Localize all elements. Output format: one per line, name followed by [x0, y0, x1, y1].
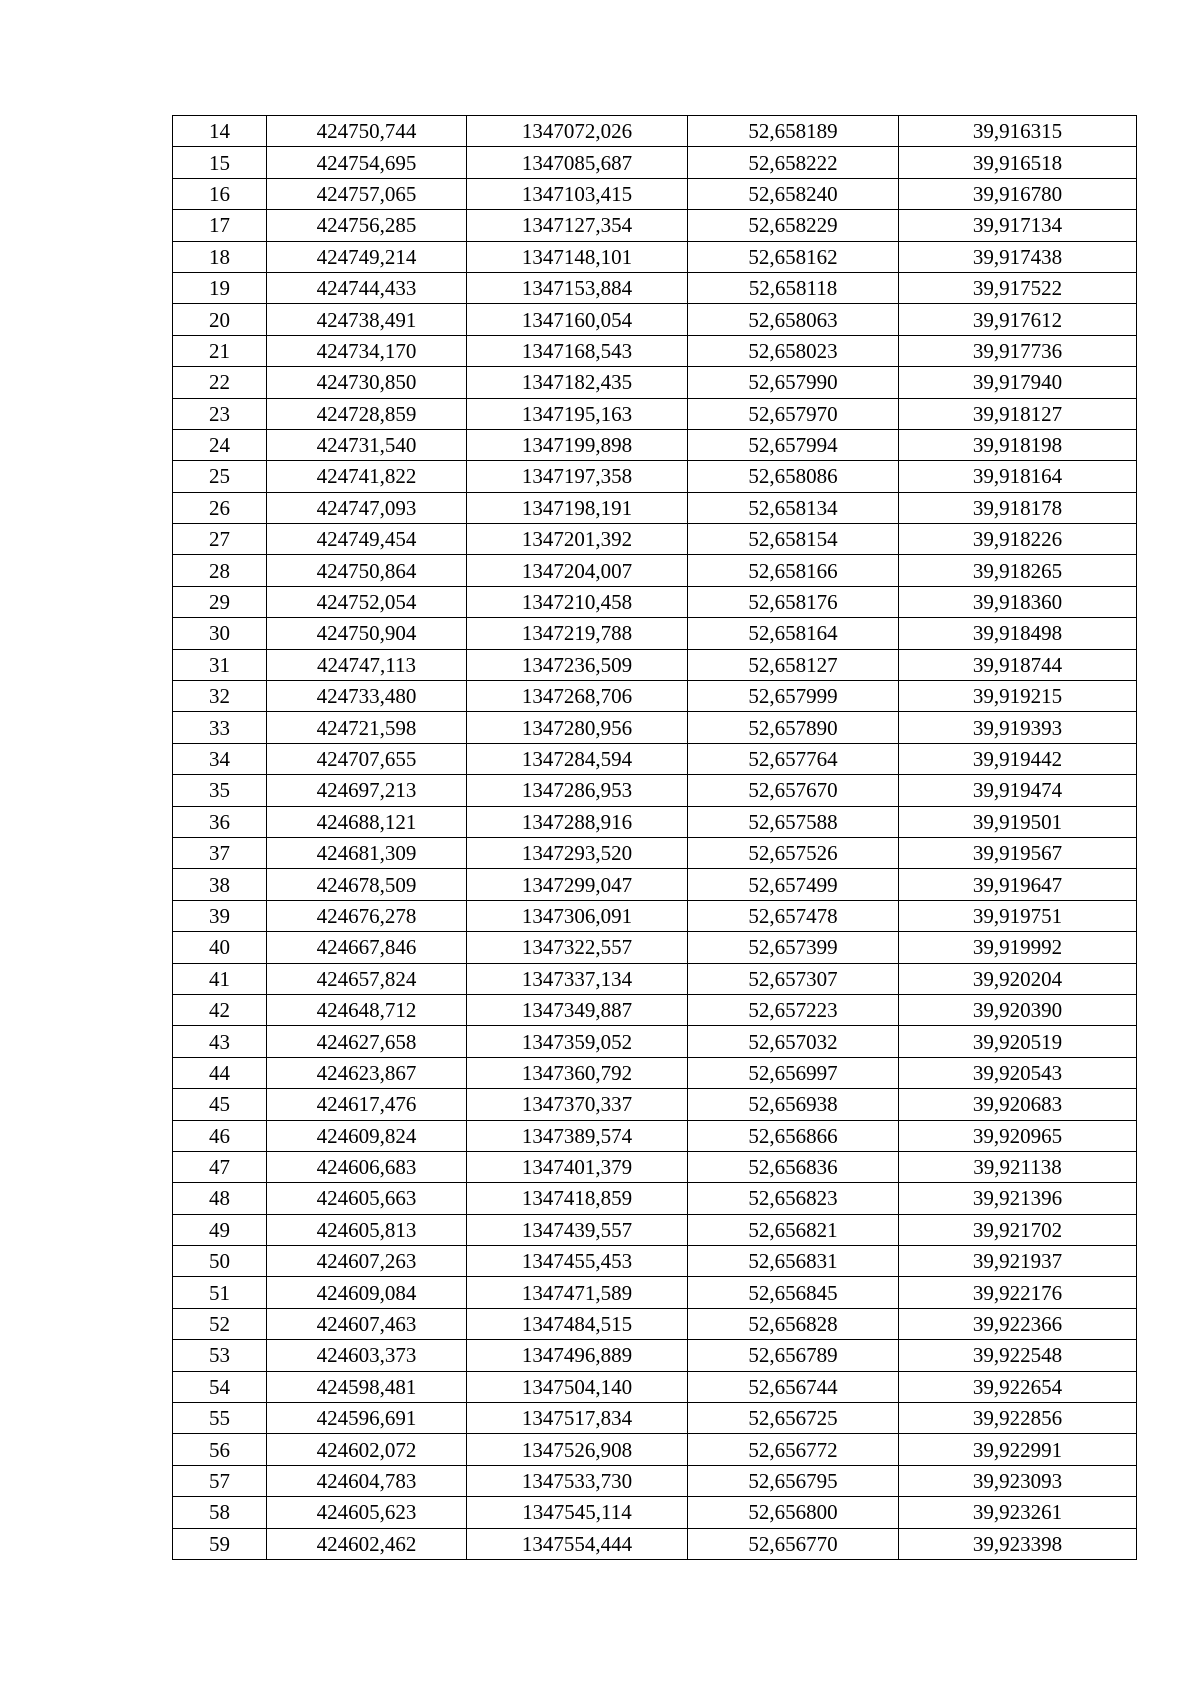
latitude-cell: 52,656823 [688, 1183, 899, 1214]
longitude-cell: 39,919751 [899, 900, 1137, 931]
table-row [173, 1465, 1137, 1496]
x-coordinate-cell: 424741,822 [267, 461, 467, 492]
point-number-cell: 20 [173, 304, 267, 335]
y-coordinate-cell: 1347127,354 [467, 210, 688, 241]
x-coordinate-cell: 424623,867 [267, 1057, 467, 1088]
latitude-cell: 52,658162 [688, 241, 899, 272]
latitude-cell: 52,658154 [688, 524, 899, 555]
point-number-cell: 33 [173, 712, 267, 743]
longitude-cell: 39,922366 [899, 1308, 1137, 1339]
table-row [173, 116, 1137, 147]
longitude-cell: 39,916518 [899, 147, 1137, 178]
point-number-cell: 30 [173, 618, 267, 649]
point-number-cell: 15 [173, 147, 267, 178]
x-coordinate-cell: 424609,084 [267, 1277, 467, 1308]
x-coordinate-cell: 424602,462 [267, 1528, 467, 1559]
longitude-cell: 39,918265 [899, 555, 1137, 586]
y-coordinate-cell: 1347370,337 [467, 1089, 688, 1120]
y-coordinate-cell: 1347280,956 [467, 712, 688, 743]
latitude-cell: 52,656800 [688, 1497, 899, 1528]
y-coordinate-cell: 1347517,834 [467, 1403, 688, 1434]
table-row [173, 586, 1137, 617]
point-number-cell: 23 [173, 398, 267, 429]
table-row [173, 1371, 1137, 1402]
x-coordinate-cell: 424648,712 [267, 994, 467, 1025]
longitude-cell: 39,919215 [899, 681, 1137, 712]
x-coordinate-cell: 424676,278 [267, 900, 467, 931]
point-number-cell: 47 [173, 1151, 267, 1182]
y-coordinate-cell: 1347210,458 [467, 586, 688, 617]
longitude-cell: 39,922856 [899, 1403, 1137, 1434]
x-coordinate-cell: 424747,093 [267, 492, 467, 523]
table-row [173, 963, 1137, 994]
latitude-cell: 52,656725 [688, 1403, 899, 1434]
latitude-cell: 52,658164 [688, 618, 899, 649]
table-row [173, 1089, 1137, 1120]
table-row [173, 1340, 1137, 1371]
latitude-cell: 52,657970 [688, 398, 899, 429]
latitude-cell: 52,656938 [688, 1089, 899, 1120]
point-number-cell: 56 [173, 1434, 267, 1465]
longitude-cell: 39,917612 [899, 304, 1137, 335]
longitude-cell: 39,917438 [899, 241, 1137, 272]
latitude-cell: 52,658118 [688, 272, 899, 303]
point-number-cell: 46 [173, 1120, 267, 1151]
latitude-cell: 52,656772 [688, 1434, 899, 1465]
y-coordinate-cell: 1347160,054 [467, 304, 688, 335]
longitude-cell: 39,918164 [899, 461, 1137, 492]
longitude-cell: 39,920390 [899, 994, 1137, 1025]
x-coordinate-cell: 424750,744 [267, 116, 467, 147]
table-row [173, 1214, 1137, 1245]
x-coordinate-cell: 424750,864 [267, 555, 467, 586]
longitude-cell: 39,922991 [899, 1434, 1137, 1465]
table-row [173, 429, 1137, 460]
longitude-cell: 39,921396 [899, 1183, 1137, 1214]
point-number-cell: 53 [173, 1340, 267, 1371]
x-coordinate-cell: 424721,598 [267, 712, 467, 743]
x-coordinate-cell: 424757,065 [267, 178, 467, 209]
x-coordinate-cell: 424667,846 [267, 932, 467, 963]
y-coordinate-cell: 1347455,453 [467, 1246, 688, 1277]
table-row [173, 398, 1137, 429]
point-number-cell: 24 [173, 429, 267, 460]
table-row [173, 775, 1137, 806]
table-row [173, 1057, 1137, 1088]
longitude-cell: 39,918178 [899, 492, 1137, 523]
latitude-cell: 52,656866 [688, 1120, 899, 1151]
x-coordinate-cell: 424606,683 [267, 1151, 467, 1182]
point-number-cell: 32 [173, 681, 267, 712]
x-coordinate-cell: 424607,463 [267, 1308, 467, 1339]
point-number-cell: 50 [173, 1246, 267, 1277]
longitude-cell: 39,918744 [899, 649, 1137, 680]
table-row [173, 1277, 1137, 1308]
point-number-cell: 21 [173, 335, 267, 366]
table-row [173, 367, 1137, 398]
point-number-cell: 22 [173, 367, 267, 398]
longitude-cell: 39,923261 [899, 1497, 1137, 1528]
y-coordinate-cell: 1347401,379 [467, 1151, 688, 1182]
table-row [173, 1434, 1137, 1465]
y-coordinate-cell: 1347201,392 [467, 524, 688, 555]
point-number-cell: 43 [173, 1026, 267, 1057]
y-coordinate-cell: 1347389,574 [467, 1120, 688, 1151]
x-coordinate-cell: 424604,783 [267, 1465, 467, 1496]
y-coordinate-cell: 1347103,415 [467, 178, 688, 209]
longitude-cell: 39,916315 [899, 116, 1137, 147]
longitude-cell: 39,917736 [899, 335, 1137, 366]
table-row [173, 178, 1137, 209]
table-row [173, 932, 1137, 963]
table-row [173, 461, 1137, 492]
point-number-cell: 44 [173, 1057, 267, 1088]
latitude-cell: 52,658063 [688, 304, 899, 335]
longitude-cell: 39,920204 [899, 963, 1137, 994]
point-number-cell: 18 [173, 241, 267, 272]
y-coordinate-cell: 1347153,884 [467, 272, 688, 303]
y-coordinate-cell: 1347288,916 [467, 806, 688, 837]
y-coordinate-cell: 1347182,435 [467, 367, 688, 398]
table-row [173, 335, 1137, 366]
latitude-cell: 52,658222 [688, 147, 899, 178]
y-coordinate-cell: 1347349,887 [467, 994, 688, 1025]
table-row [173, 1120, 1137, 1151]
longitude-cell: 39,918498 [899, 618, 1137, 649]
point-number-cell: 16 [173, 178, 267, 209]
point-number-cell: 19 [173, 272, 267, 303]
x-coordinate-cell: 424752,054 [267, 586, 467, 617]
table-row [173, 1528, 1137, 1559]
latitude-cell: 52,658086 [688, 461, 899, 492]
y-coordinate-cell: 1347526,908 [467, 1434, 688, 1465]
longitude-cell: 39,919501 [899, 806, 1137, 837]
longitude-cell: 39,918226 [899, 524, 1137, 555]
point-number-cell: 59 [173, 1528, 267, 1559]
y-coordinate-cell: 1347504,140 [467, 1371, 688, 1402]
latitude-cell: 52,658229 [688, 210, 899, 241]
latitude-cell: 52,657588 [688, 806, 899, 837]
y-coordinate-cell: 1347545,114 [467, 1497, 688, 1528]
latitude-cell: 52,657032 [688, 1026, 899, 1057]
latitude-cell: 52,658240 [688, 178, 899, 209]
point-number-cell: 45 [173, 1089, 267, 1120]
longitude-cell: 39,917522 [899, 272, 1137, 303]
table-row [173, 900, 1137, 931]
x-coordinate-cell: 424678,509 [267, 869, 467, 900]
table-row [173, 304, 1137, 335]
point-number-cell: 52 [173, 1308, 267, 1339]
y-coordinate-cell: 1347168,543 [467, 335, 688, 366]
latitude-cell: 52,657478 [688, 900, 899, 931]
table-row [173, 1151, 1137, 1182]
point-number-cell: 48 [173, 1183, 267, 1214]
longitude-cell: 39,921937 [899, 1246, 1137, 1277]
table-row [173, 524, 1137, 555]
x-coordinate-cell: 424598,481 [267, 1371, 467, 1402]
point-number-cell: 17 [173, 210, 267, 241]
longitude-cell: 39,920683 [899, 1089, 1137, 1120]
x-coordinate-cell: 424754,695 [267, 147, 467, 178]
y-coordinate-cell: 1347198,191 [467, 492, 688, 523]
table-row [173, 1403, 1137, 1434]
x-coordinate-cell: 424605,663 [267, 1183, 467, 1214]
latitude-cell: 52,656997 [688, 1057, 899, 1088]
table-row [173, 210, 1137, 241]
x-coordinate-cell: 424607,263 [267, 1246, 467, 1277]
y-coordinate-cell: 1347533,730 [467, 1465, 688, 1496]
latitude-cell: 52,656744 [688, 1371, 899, 1402]
latitude-cell: 52,657990 [688, 367, 899, 398]
point-number-cell: 38 [173, 869, 267, 900]
x-coordinate-cell: 424627,658 [267, 1026, 467, 1057]
point-number-cell: 36 [173, 806, 267, 837]
latitude-cell: 52,656836 [688, 1151, 899, 1182]
table-row [173, 241, 1137, 272]
x-coordinate-cell: 424688,121 [267, 806, 467, 837]
x-coordinate-cell: 424756,285 [267, 210, 467, 241]
table-row [173, 492, 1137, 523]
longitude-cell: 39,916780 [899, 178, 1137, 209]
point-number-cell: 41 [173, 963, 267, 994]
longitude-cell: 39,918198 [899, 429, 1137, 460]
x-coordinate-cell: 424697,213 [267, 775, 467, 806]
y-coordinate-cell: 1347195,163 [467, 398, 688, 429]
table-row [173, 712, 1137, 743]
y-coordinate-cell: 1347085,687 [467, 147, 688, 178]
point-number-cell: 29 [173, 586, 267, 617]
latitude-cell: 52,657999 [688, 681, 899, 712]
y-coordinate-cell: 1347293,520 [467, 837, 688, 868]
y-coordinate-cell: 1347554,444 [467, 1528, 688, 1559]
latitude-cell: 52,657499 [688, 869, 899, 900]
y-coordinate-cell: 1347337,134 [467, 963, 688, 994]
y-coordinate-cell: 1347471,589 [467, 1277, 688, 1308]
latitude-cell: 52,656828 [688, 1308, 899, 1339]
latitude-cell: 52,658023 [688, 335, 899, 366]
latitude-cell: 52,657994 [688, 429, 899, 460]
table-row [173, 1246, 1137, 1277]
point-number-cell: 55 [173, 1403, 267, 1434]
longitude-cell: 39,918360 [899, 586, 1137, 617]
x-coordinate-cell: 424747,113 [267, 649, 467, 680]
latitude-cell: 52,656789 [688, 1340, 899, 1371]
latitude-cell: 52,656845 [688, 1277, 899, 1308]
y-coordinate-cell: 1347299,047 [467, 869, 688, 900]
longitude-cell: 39,918127 [899, 398, 1137, 429]
longitude-cell: 39,920965 [899, 1120, 1137, 1151]
point-number-cell: 42 [173, 994, 267, 1025]
longitude-cell: 39,919647 [899, 869, 1137, 900]
table-row [173, 618, 1137, 649]
coordinates-table [172, 115, 1137, 1560]
point-number-cell: 40 [173, 932, 267, 963]
latitude-cell: 52,658127 [688, 649, 899, 680]
point-number-cell: 49 [173, 1214, 267, 1245]
longitude-cell: 39,923093 [899, 1465, 1137, 1496]
table-row [173, 743, 1137, 774]
x-coordinate-cell: 424596,691 [267, 1403, 467, 1434]
latitude-cell: 52,656821 [688, 1214, 899, 1245]
y-coordinate-cell: 1347197,358 [467, 461, 688, 492]
longitude-cell: 39,919393 [899, 712, 1137, 743]
x-coordinate-cell: 424749,454 [267, 524, 467, 555]
table-row [173, 869, 1137, 900]
latitude-cell: 52,657307 [688, 963, 899, 994]
table-row [173, 1308, 1137, 1339]
x-coordinate-cell: 424657,824 [267, 963, 467, 994]
point-number-cell: 31 [173, 649, 267, 680]
table-row [173, 1497, 1137, 1528]
y-coordinate-cell: 1347236,509 [467, 649, 688, 680]
x-coordinate-cell: 424681,309 [267, 837, 467, 868]
latitude-cell: 52,656770 [688, 1528, 899, 1559]
longitude-cell: 39,923398 [899, 1528, 1137, 1559]
y-coordinate-cell: 1347284,594 [467, 743, 688, 774]
x-coordinate-cell: 424602,072 [267, 1434, 467, 1465]
latitude-cell: 52,658134 [688, 492, 899, 523]
latitude-cell: 52,657399 [688, 932, 899, 963]
x-coordinate-cell: 424733,480 [267, 681, 467, 712]
latitude-cell: 52,658176 [688, 586, 899, 617]
latitude-cell: 52,656831 [688, 1246, 899, 1277]
longitude-cell: 39,919992 [899, 932, 1137, 963]
table-row [173, 1026, 1137, 1057]
longitude-cell: 39,917940 [899, 367, 1137, 398]
longitude-cell: 39,922654 [899, 1371, 1137, 1402]
longitude-cell: 39,919567 [899, 837, 1137, 868]
x-coordinate-cell: 424617,476 [267, 1089, 467, 1120]
longitude-cell: 39,921138 [899, 1151, 1137, 1182]
point-number-cell: 27 [173, 524, 267, 555]
longitude-cell: 39,922548 [899, 1340, 1137, 1371]
y-coordinate-cell: 1347199,898 [467, 429, 688, 460]
point-number-cell: 54 [173, 1371, 267, 1402]
table-row [173, 147, 1137, 178]
point-number-cell: 34 [173, 743, 267, 774]
point-number-cell: 57 [173, 1465, 267, 1496]
y-coordinate-cell: 1347204,007 [467, 555, 688, 586]
coordinates-table-body [173, 116, 1137, 1560]
x-coordinate-cell: 424744,433 [267, 272, 467, 303]
longitude-cell: 39,919442 [899, 743, 1137, 774]
x-coordinate-cell: 424738,491 [267, 304, 467, 335]
latitude-cell: 52,657526 [688, 837, 899, 868]
y-coordinate-cell: 1347484,515 [467, 1308, 688, 1339]
x-coordinate-cell: 424605,813 [267, 1214, 467, 1245]
x-coordinate-cell: 424749,214 [267, 241, 467, 272]
x-coordinate-cell: 424603,373 [267, 1340, 467, 1371]
point-number-cell: 26 [173, 492, 267, 523]
longitude-cell: 39,920543 [899, 1057, 1137, 1088]
y-coordinate-cell: 1347359,052 [467, 1026, 688, 1057]
x-coordinate-cell: 424609,824 [267, 1120, 467, 1151]
y-coordinate-cell: 1347496,889 [467, 1340, 688, 1371]
x-coordinate-cell: 424707,655 [267, 743, 467, 774]
latitude-cell: 52,658166 [688, 555, 899, 586]
table-row [173, 994, 1137, 1025]
y-coordinate-cell: 1347360,792 [467, 1057, 688, 1088]
x-coordinate-cell: 424728,859 [267, 398, 467, 429]
point-number-cell: 51 [173, 1277, 267, 1308]
table-row [173, 681, 1137, 712]
point-number-cell: 58 [173, 1497, 267, 1528]
point-number-cell: 37 [173, 837, 267, 868]
table-row [173, 649, 1137, 680]
point-number-cell: 28 [173, 555, 267, 586]
y-coordinate-cell: 1347286,953 [467, 775, 688, 806]
x-coordinate-cell: 424730,850 [267, 367, 467, 398]
latitude-cell: 52,657764 [688, 743, 899, 774]
y-coordinate-cell: 1347306,091 [467, 900, 688, 931]
table-row [173, 272, 1137, 303]
longitude-cell: 39,922176 [899, 1277, 1137, 1308]
longitude-cell: 39,917134 [899, 210, 1137, 241]
table-row [173, 806, 1137, 837]
y-coordinate-cell: 1347219,788 [467, 618, 688, 649]
document-page [172, 115, 1137, 1560]
latitude-cell: 52,657223 [688, 994, 899, 1025]
table-row [173, 837, 1137, 868]
point-number-cell: 25 [173, 461, 267, 492]
y-coordinate-cell: 1347148,101 [467, 241, 688, 272]
y-coordinate-cell: 1347439,557 [467, 1214, 688, 1245]
latitude-cell: 52,656795 [688, 1465, 899, 1496]
y-coordinate-cell: 1347418,859 [467, 1183, 688, 1214]
latitude-cell: 52,658189 [688, 116, 899, 147]
latitude-cell: 52,657890 [688, 712, 899, 743]
y-coordinate-cell: 1347322,557 [467, 932, 688, 963]
x-coordinate-cell: 424731,540 [267, 429, 467, 460]
y-coordinate-cell: 1347268,706 [467, 681, 688, 712]
point-number-cell: 35 [173, 775, 267, 806]
table-row [173, 555, 1137, 586]
x-coordinate-cell: 424734,170 [267, 335, 467, 366]
point-number-cell: 14 [173, 116, 267, 147]
longitude-cell: 39,921702 [899, 1214, 1137, 1245]
point-number-cell: 39 [173, 900, 267, 931]
table-row [173, 1183, 1137, 1214]
x-coordinate-cell: 424605,623 [267, 1497, 467, 1528]
x-coordinate-cell: 424750,904 [267, 618, 467, 649]
longitude-cell: 39,919474 [899, 775, 1137, 806]
y-coordinate-cell: 1347072,026 [467, 116, 688, 147]
longitude-cell: 39,920519 [899, 1026, 1137, 1057]
latitude-cell: 52,657670 [688, 775, 899, 806]
